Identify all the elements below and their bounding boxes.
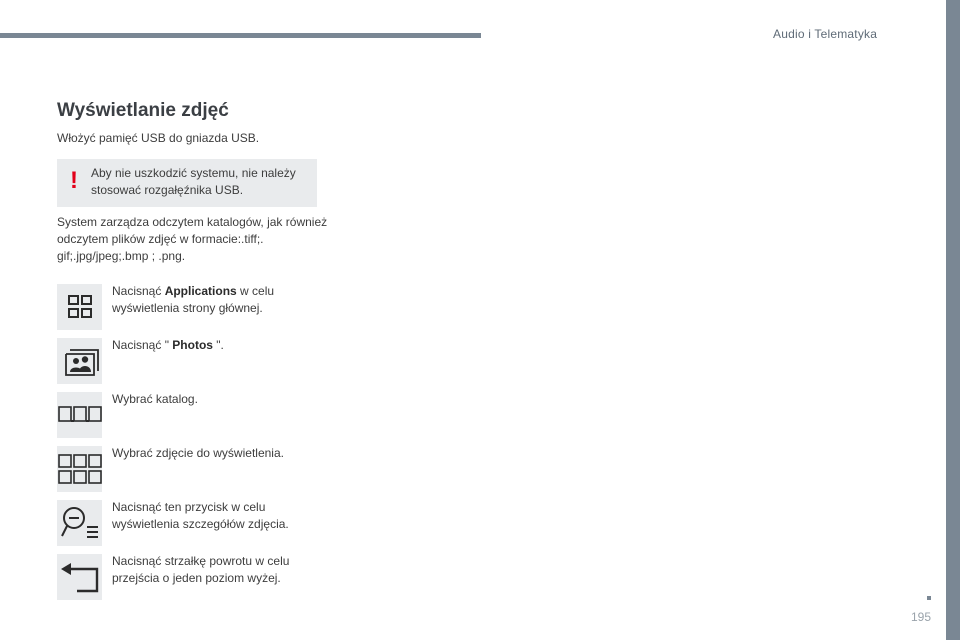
thumbnail-grid-icon bbox=[57, 446, 102, 492]
header-rule bbox=[0, 33, 481, 38]
step-6-text: Nacisnąć strzałkę powrotu w celu przejścia o jeden poziom wyżej. bbox=[112, 554, 290, 585]
page-number: 195 bbox=[911, 610, 932, 624]
intro-text: Włożyć pamięć USB do gniazda USB. bbox=[57, 131, 260, 145]
step-3-text: Wybrać katalog. bbox=[112, 392, 198, 406]
step-4-text: Wybrać zdjęcie do wyświetlenia. bbox=[112, 446, 284, 460]
warning-box bbox=[57, 159, 317, 207]
step-1-text: Nacisnąć Applications w celu wyświetlenia strony głównej. bbox=[112, 284, 275, 315]
folder-strip-icon bbox=[57, 392, 102, 438]
details-magnifier-icon bbox=[57, 500, 102, 546]
system-description: System zarządza odczytem katalogów, jak również odczytem plików zdjęć w formacie:.tiff;. gif;.jpg/jpeg;.bmp ; .png. bbox=[57, 215, 328, 263]
photos-icon bbox=[57, 338, 102, 384]
footer-marker bbox=[927, 596, 931, 600]
page-edge-bar bbox=[946, 0, 960, 640]
warning-icon: ! bbox=[70, 167, 78, 194]
step-5-text: Nacisnąć ten przycisk w celu wyświetlenia szczegółów zdjęcia. bbox=[112, 500, 289, 531]
page-title: Wyświetlanie zdjęć bbox=[57, 100, 229, 121]
back-arrow-icon bbox=[57, 554, 102, 600]
applications-grid-icon bbox=[57, 284, 102, 330]
warning-text: Aby nie uszkodzić systemu, nie należy stosować rozgałęźnika USB. bbox=[91, 166, 296, 197]
section-label: Audio i Telematyka bbox=[773, 27, 878, 41]
step-2-text: Nacisnąć " Photos ". bbox=[112, 338, 224, 352]
